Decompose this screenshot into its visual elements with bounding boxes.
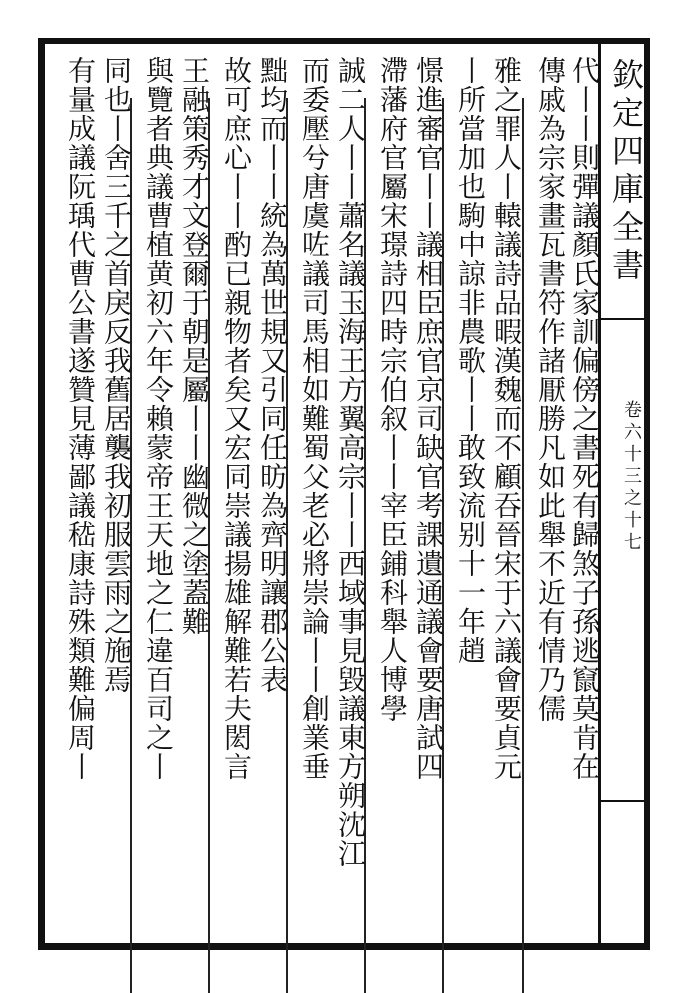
fishtail-mark-bottom <box>598 800 648 802</box>
text-column-11: 王融策秀才文登爾于朝是屬丨丨幽微之塗蓋難 <box>178 56 211 636</box>
text-column-6: 滯藩府官屬宋璟詩四時宗伯叙丨丨宰臣鋪科舉人博學 <box>376 56 409 723</box>
text-column-7: 誠二人丨丨蕭名議玉海王方翼高宗丨丨西域事見毀議東方朔沈江 <box>334 56 367 868</box>
text-column-2: 傳戚為宗家畫瓦書符作諸厭勝凡如此舉不近有情乃儒 <box>534 56 567 723</box>
text-column-8: 而委壓兮唐虞咗議司馬相如難蜀父老必將崇論丨丨創業垂 <box>298 56 331 781</box>
volume-label: 卷六十三之十七 <box>621 400 642 554</box>
text-column-13: 同也丨舍三千之首戾反我舊居襲我初服雲雨之施焉 <box>100 56 133 694</box>
text-column-10: 故可庶心丨丨酌已親物者矣又宏同崇議揚雄解難若夫閎言 <box>220 56 253 781</box>
text-column-12: 與覽者典議曹植黄初六年令賴蒙帝王天地之仁違百司之丨 <box>142 56 175 781</box>
text-column-3: 雅之罪人丨轅議詩品暇漢魏而不顧吞晉宋于六議會要貞元 <box>490 56 523 781</box>
text-column-14: 有量成議阮瑀代曹公書遂贊見薄鄙議嵇康詩殊類難偏周丨 <box>64 56 97 781</box>
text-column-5: 憬進審官丨丨議相臣庶官京司缺官考課遺通議會要唐試四 <box>412 56 445 781</box>
fishtail-mark-top <box>598 318 648 320</box>
text-column-4: 丨所當加也駒中諒非農歌丨丨敢致流别十一年趙 <box>454 56 487 665</box>
text-column-1: 代丨丨則彈議顏氏家訓偏傍之書死有歸煞子孫逃竄莫肯在 <box>568 56 601 781</box>
text-column-9: 黜均而丨丨統為萬世規又引同任昉為齊明讓郡公表 <box>256 56 289 694</box>
book-title: 欽定四庫全書 <box>607 58 645 286</box>
text-body <box>46 56 601 936</box>
